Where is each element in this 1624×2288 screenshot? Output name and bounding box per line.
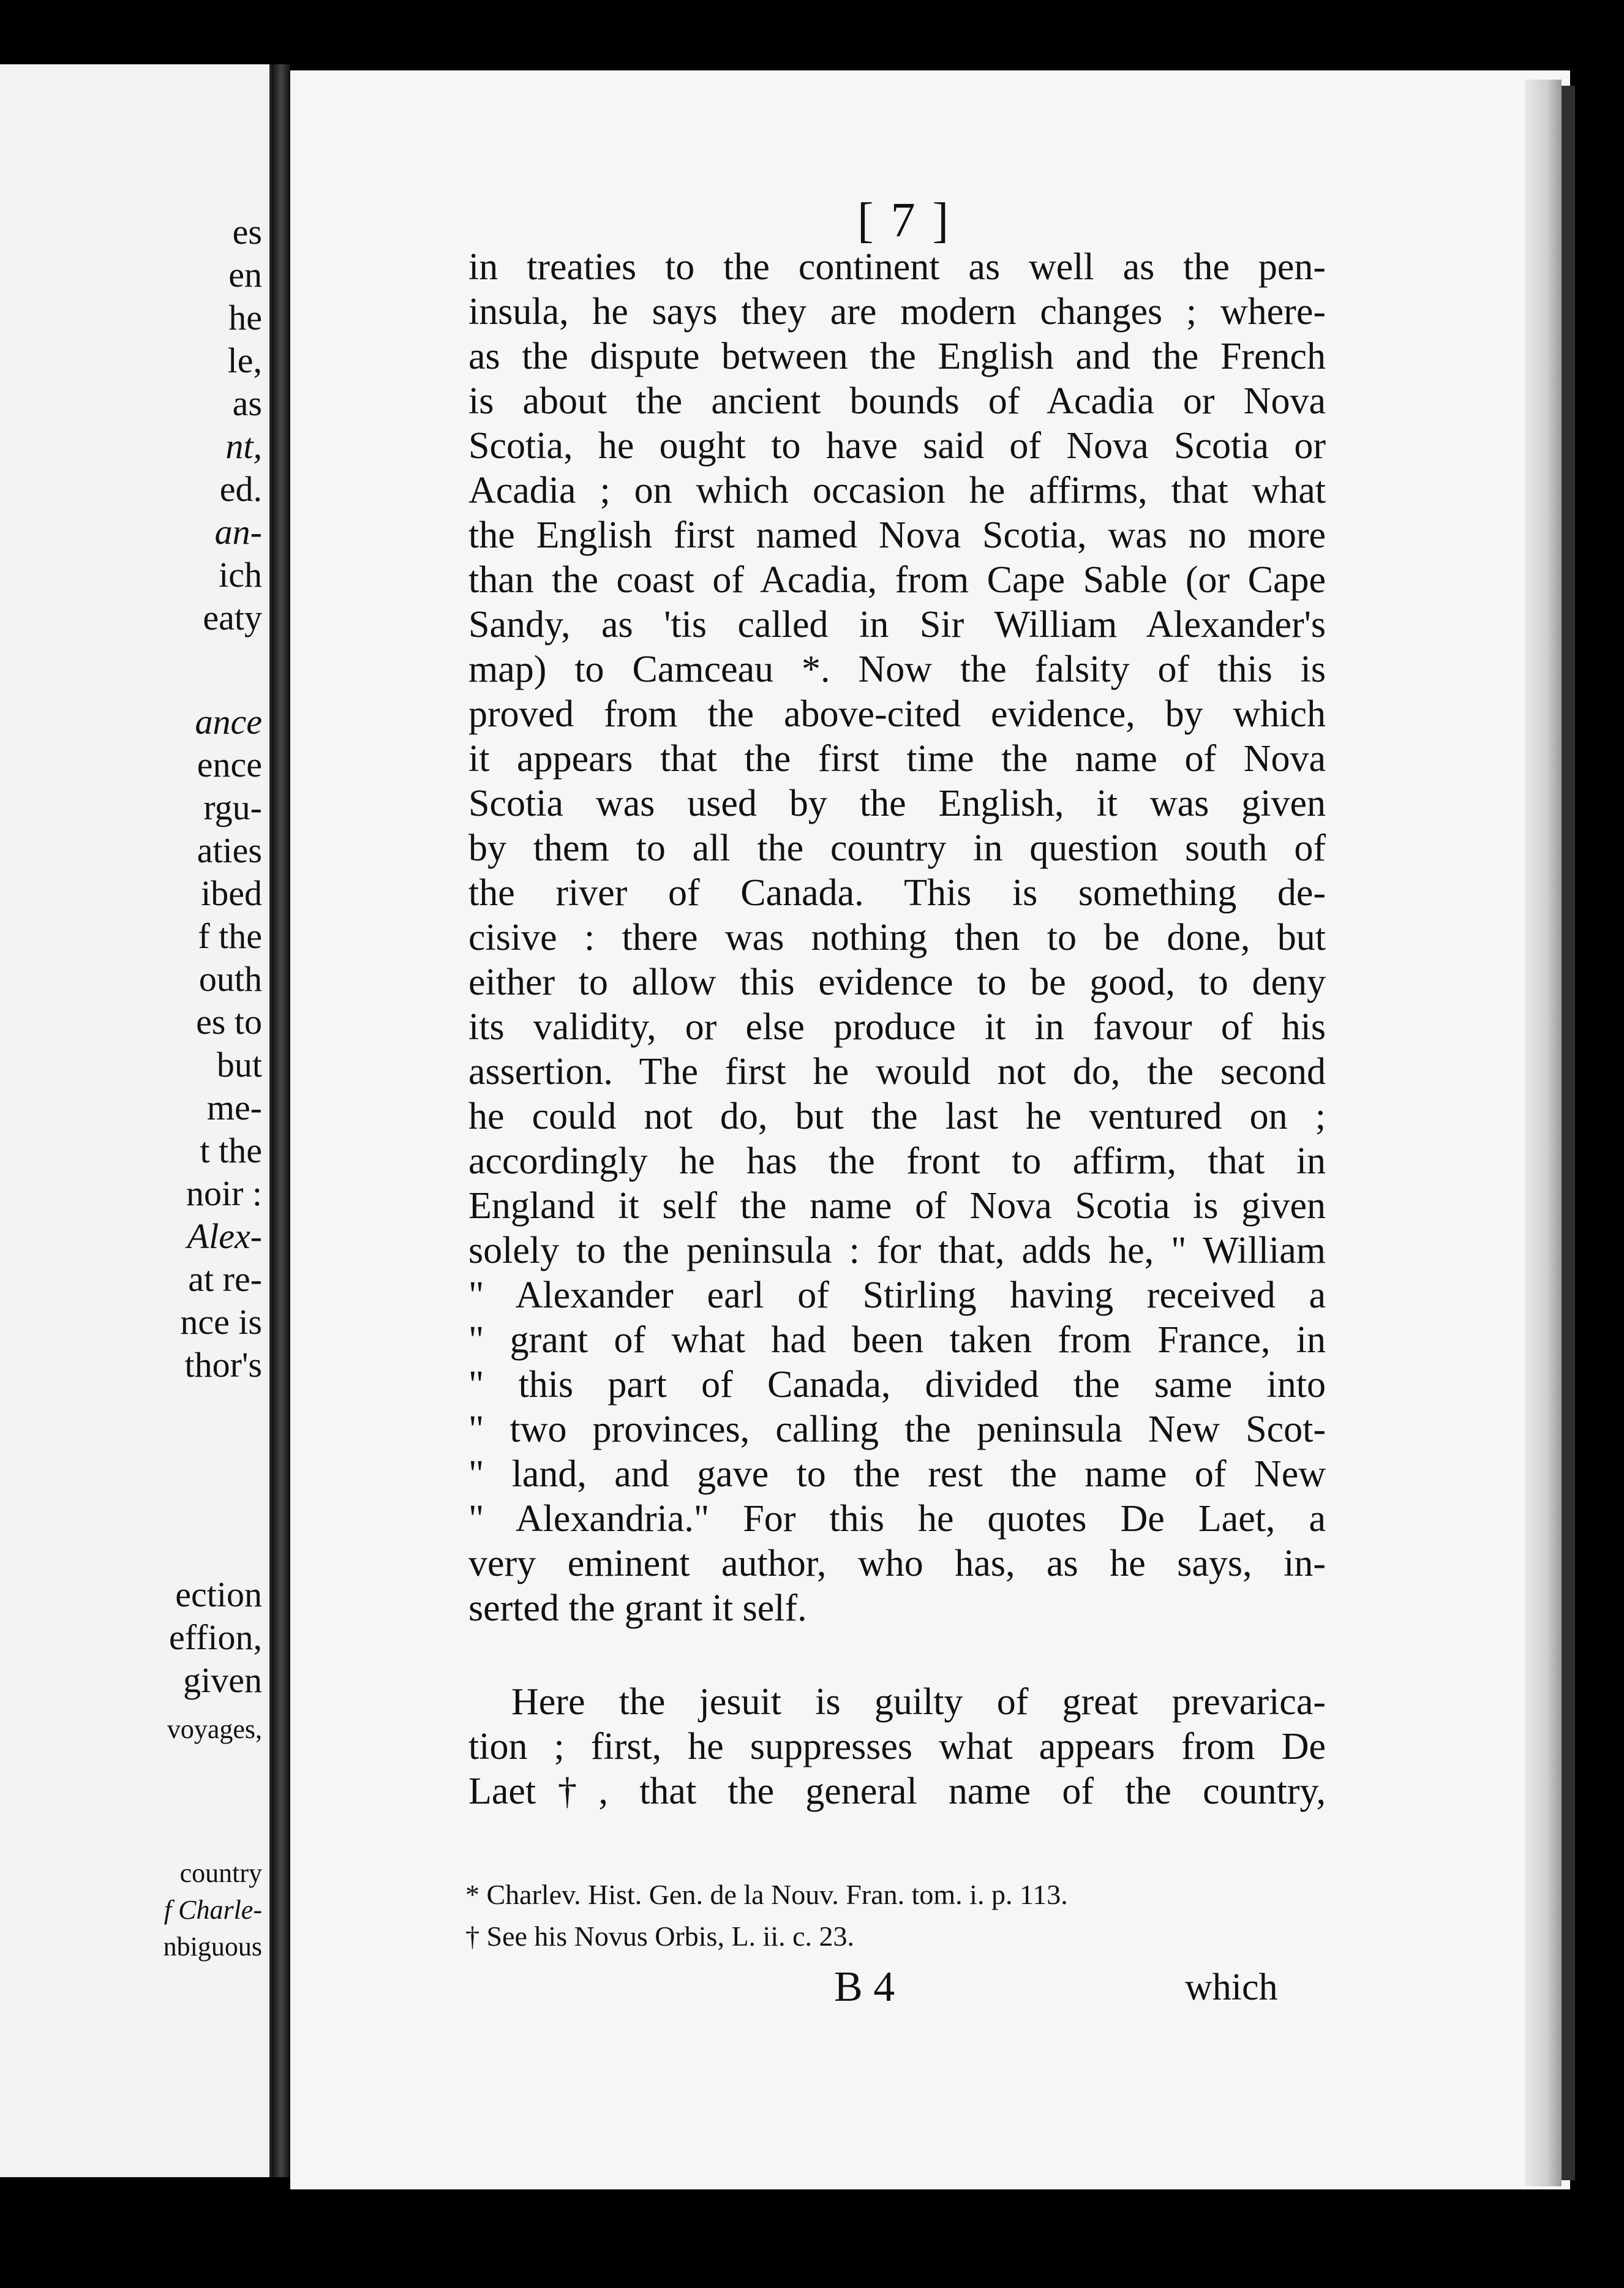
left-fragment: aties — [197, 830, 262, 870]
text-line: serted the grant it self. — [468, 1587, 807, 1629]
book-gutter — [272, 64, 290, 2177]
left-fragment: le, — [227, 341, 262, 380]
left-fragment: ibed — [201, 873, 262, 913]
text-line: insula, he says they are modern changes ; where- — [468, 291, 1326, 333]
text-line: " Alexandria." For this he quotes De Laet, a — [468, 1498, 1326, 1540]
text-line: Scotia, he ought to have said of Nova Scotia or — [468, 425, 1326, 467]
text-line: England it self the name of Nova Scotia is given — [468, 1185, 1326, 1227]
catchword: which — [1185, 1966, 1278, 2008]
text-line: is about the ancient bounds of Acadia or Nova — [468, 380, 1326, 422]
left-fragment: nbiguous — [163, 1932, 262, 1962]
left-fragment: ance — [195, 702, 262, 742]
signature-mark: B 4 — [834, 1963, 895, 2011]
text-line: than the coast of Acadia, from Cape Sable (or Cape — [468, 559, 1326, 601]
text-line: its validity, or else produce it in favour of his — [468, 1006, 1326, 1048]
main-text — [468, 245, 1326, 1814]
text-line: solely to the peninsula : for that, adds he, " William — [468, 1230, 1326, 1271]
text-line: very eminent author, who has, as he says, in- — [468, 1543, 1326, 1584]
footnote: † See his Novus Orbis, L. ii. c. 23. — [465, 1921, 855, 1952]
left-fragment: me- — [206, 1088, 262, 1127]
left-fragment: at re- — [188, 1259, 262, 1299]
left-fragment: but — [216, 1045, 262, 1085]
text-line: in treaties to the continent as well as the pen- — [468, 246, 1326, 288]
left-fragment: ed. — [219, 469, 262, 509]
left-fragment: outh — [198, 959, 262, 999]
footnote: * Charlev. Hist. Gen. de la Nouv. Fran. tom. i. p. 113. — [465, 1879, 1068, 1910]
text-line: the river of Canada. This is something de- — [468, 872, 1326, 914]
left-fragment: es to — [196, 1002, 262, 1042]
text-line: tion ; first, he suppresses what appears from De — [468, 1726, 1326, 1767]
left-fragment: ich — [219, 555, 262, 595]
paragraph-break — [468, 1631, 1326, 1680]
left-fragment: eaty — [203, 598, 262, 638]
text-line: as the dispute between the English and the French — [468, 336, 1326, 377]
text-line: assertion. The first he would not do, the second — [468, 1051, 1326, 1093]
left-fragment: effion, — [169, 1617, 262, 1657]
left-fragment: f the — [198, 916, 262, 956]
text-line: either to allow this evidence to be good, to deny — [468, 961, 1326, 1003]
page-edge-shadow — [1562, 86, 1575, 2180]
text-line: map) to Camceau *. Now the falsity of this is — [468, 649, 1326, 690]
text-line: Scotia was used by the English, it was given — [468, 783, 1326, 824]
left-fragment: voyages, — [167, 1714, 262, 1744]
left-fragment: en — [228, 255, 262, 295]
text-line: " this part of Canada, divided the same into — [468, 1364, 1326, 1406]
left-fragment: rgu- — [203, 788, 262, 827]
left-fragment: thor's — [184, 1345, 262, 1385]
text-line: the English first named Nova Scotia, was no more — [468, 514, 1326, 556]
text-line: " Alexander earl of Stirling having received a — [468, 1274, 1326, 1316]
text-line: it appears that the first time the name of Nova — [468, 738, 1326, 780]
left-fragment: he — [228, 298, 262, 337]
left-fragment: ence — [197, 745, 262, 785]
footnotes — [465, 1874, 1286, 1957]
text-line: Sandy, as 'tis called in Sir William Alexander's — [468, 604, 1326, 645]
left-fragment: noir : — [186, 1173, 262, 1213]
left-fragment: f Charle- — [164, 1895, 262, 1925]
text-line: by them to all the country in question south of — [468, 827, 1326, 869]
page-number: [ 7 ] — [857, 194, 952, 247]
text-line: Here the jesuit is guilty of great prevarica- — [511, 1681, 1326, 1723]
facing-page-left — [0, 64, 272, 2177]
text-line: he could not do, but the last he ventured on ; — [468, 1096, 1326, 1137]
left-fragment: country — [179, 1858, 262, 1888]
left-fragment: ection — [175, 1575, 262, 1614]
text-line: accordingly he has the front to affirm, that in — [468, 1140, 1326, 1182]
text-line: Laet†, that the general name of the country, — [468, 1771, 1326, 1812]
left-fragment: nt, — [225, 426, 262, 466]
left-fragment: given — [183, 1660, 262, 1700]
left-fragment: nce is — [180, 1302, 262, 1342]
left-fragment: es — [232, 212, 262, 252]
left-fragment: t the — [200, 1131, 262, 1170]
text-line: " grant of what had been taken from France, in — [468, 1319, 1326, 1361]
left-fragment: Alex- — [187, 1216, 262, 1256]
text-line: cisive : there was nothing then to be done, but — [468, 917, 1326, 958]
page-edge — [1525, 80, 1562, 2186]
text-line: " land, and gave to the rest the name of New — [468, 1453, 1326, 1495]
left-fragment: an- — [214, 512, 262, 552]
text-line: proved from the above-cited evidence, by which — [468, 693, 1326, 735]
left-fragment: as — [232, 383, 262, 423]
text-line: Acadia ; on which occasion he affirms, that what — [468, 470, 1326, 511]
text-line: " two provinces, calling the peninsula New Scot- — [468, 1409, 1326, 1450]
